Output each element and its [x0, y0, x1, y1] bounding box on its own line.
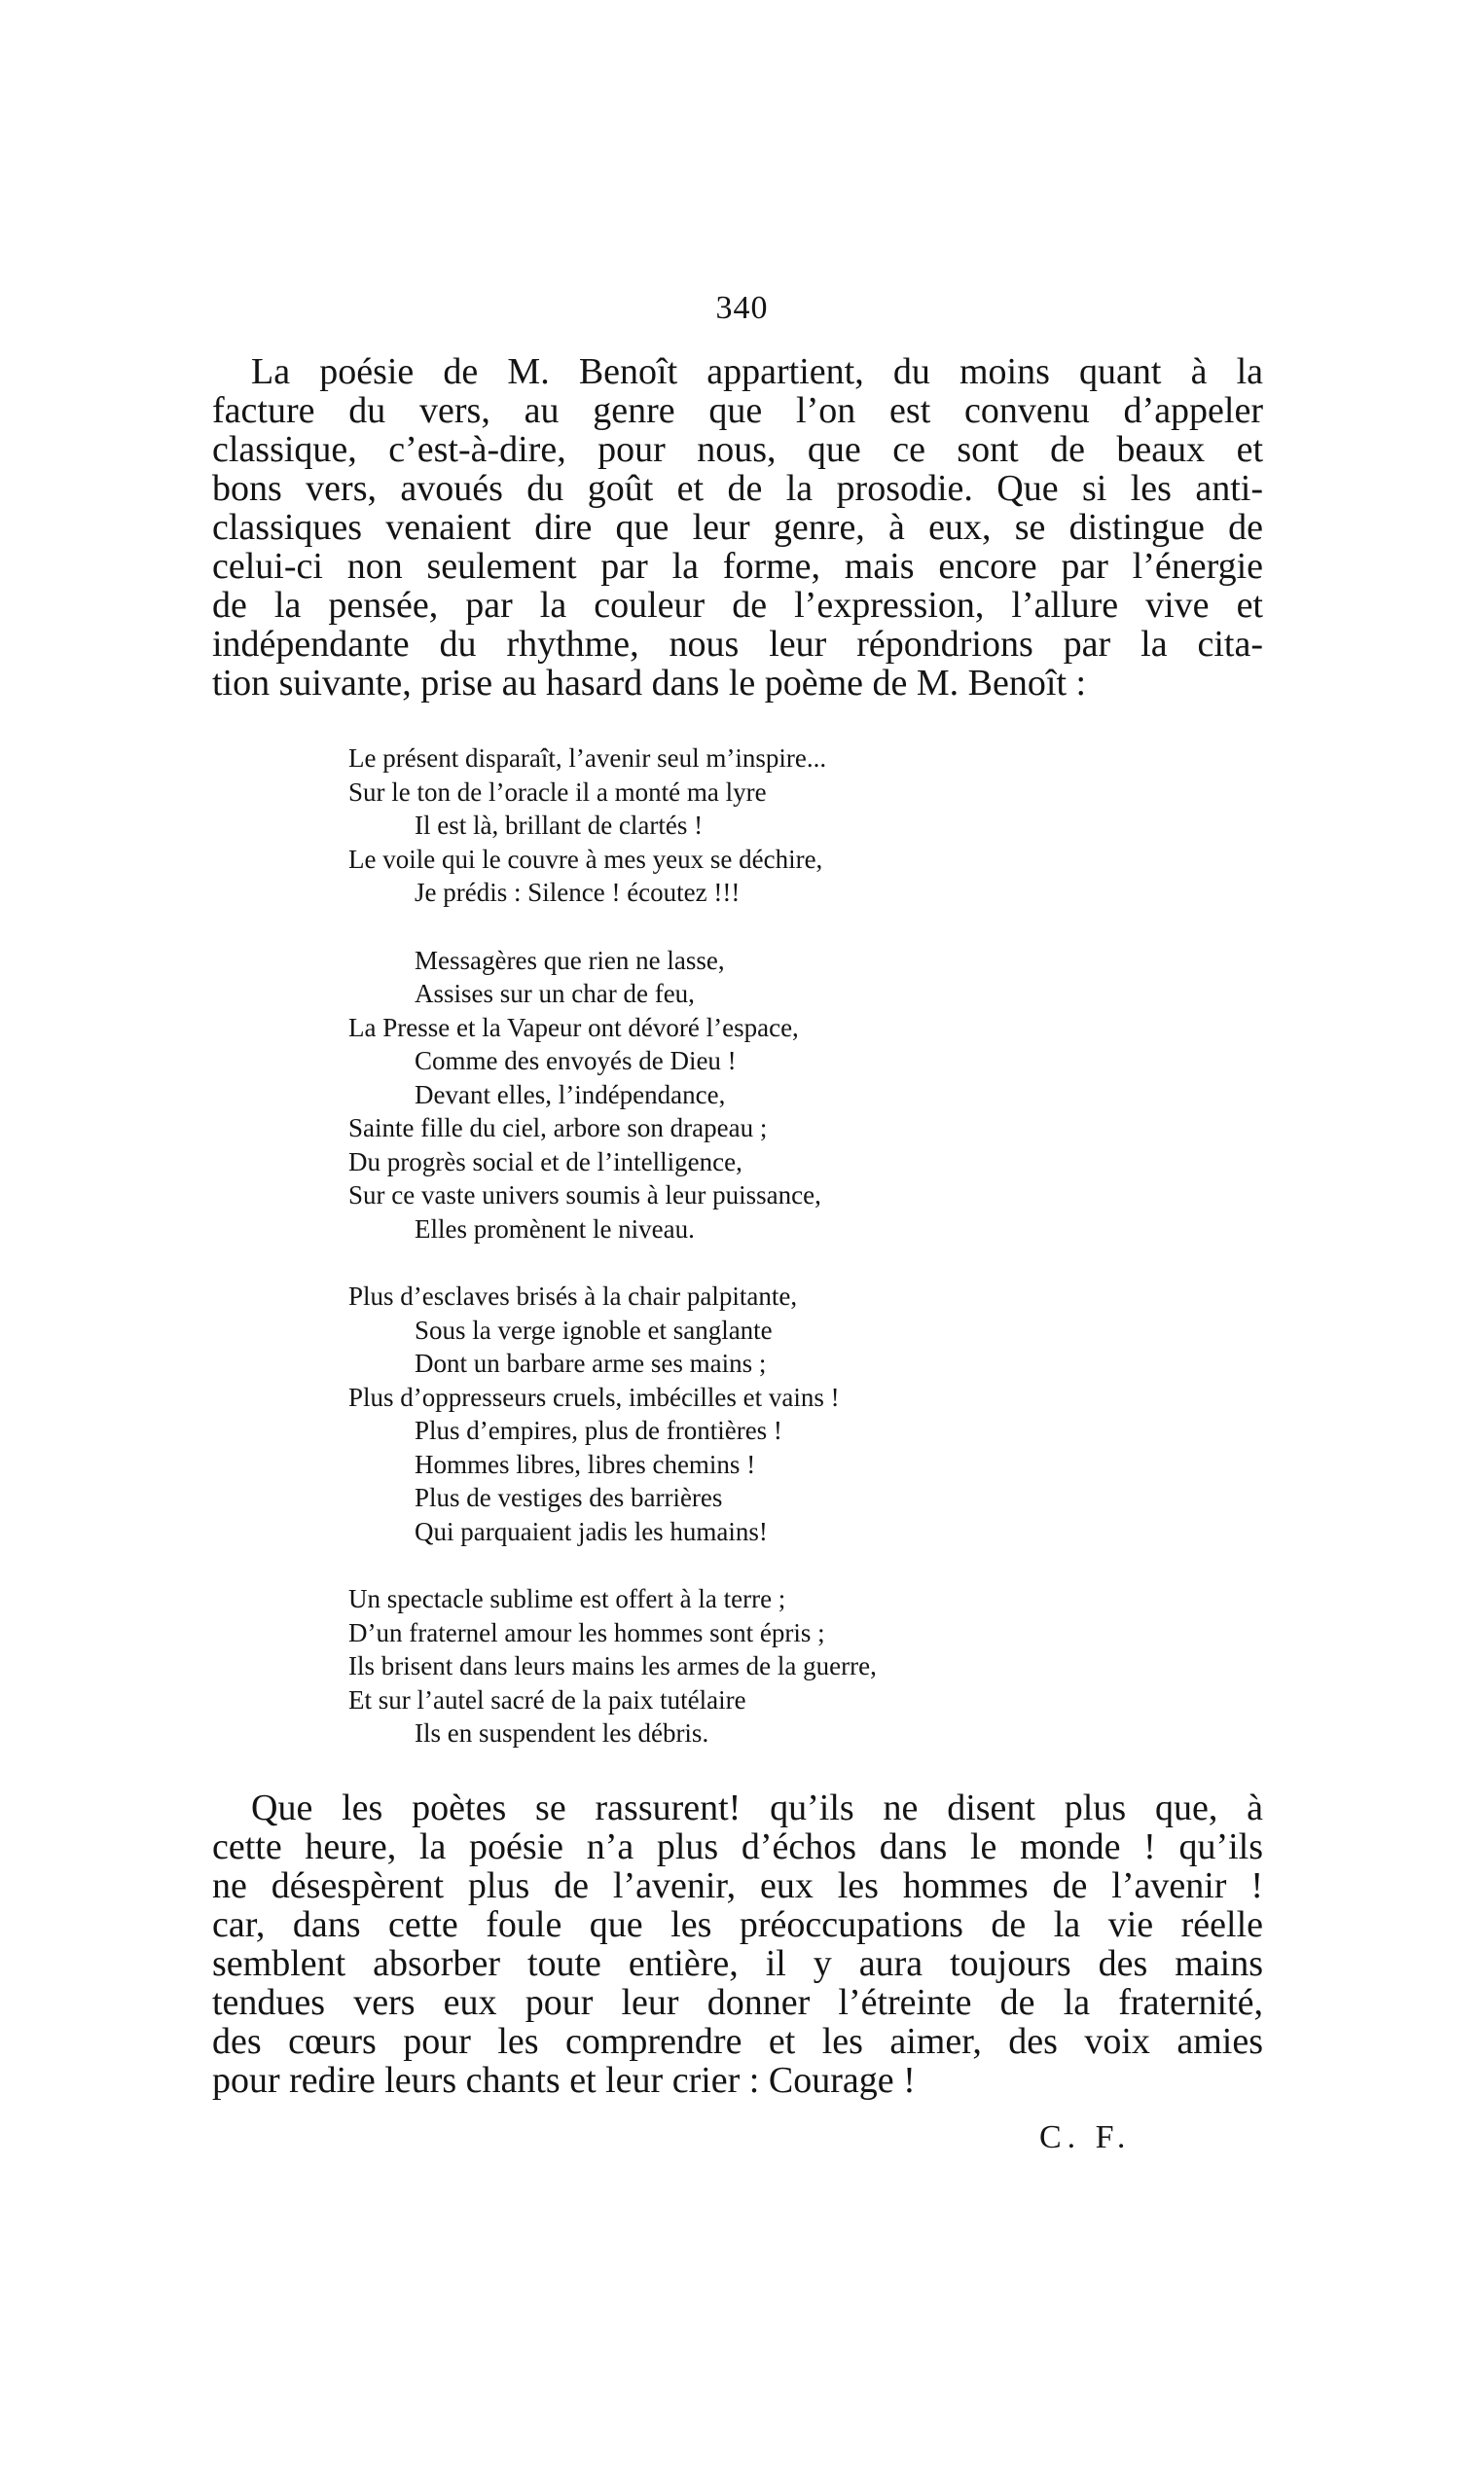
poem-verse: Le présent disparaît, l’avenir seul m’inspire...: [348, 743, 827, 773]
poem-verse: Plus de vestiges des barrières: [415, 1483, 723, 1512]
poem-verse: Assises sur un char de feu,: [415, 979, 695, 1008]
closing-line: pour redire leurs chants et leur crier : Courage !: [212, 2060, 916, 2101]
poem-verse: Messagères que rien ne lasse,: [415, 945, 725, 975]
intro-line: La poésie de M. Benoît appartient, du moins quant à la: [251, 351, 1263, 392]
poem-verse: Plus d’oppresseurs cruels, imbécilles et vains !: [348, 1382, 840, 1412]
closing-line: ne désespèrent plus de l’avenir, eux les hommes de l’avenir !: [212, 1865, 1263, 1906]
closing-paragraph: [212, 1788, 1263, 2100]
poem-verse: Comme des envoyés de Dieu !: [415, 1046, 737, 1075]
poem-verse: Le voile qui le couvre à mes yeux se déchire,: [348, 844, 823, 874]
intro-line: de la pensée, par la couleur de l’expression, l’allure vive et: [212, 585, 1263, 626]
poem-verse: Un spectacle sublime est offert à la terre ;: [348, 1584, 786, 1613]
intro-line: classique, c’est-à-dire, pour nous, que ce sont de beaux et: [212, 429, 1263, 470]
closing-line: Que les poètes se rassurent! qu’ils ne disent plus que, à: [251, 1788, 1263, 1828]
poem-verse: Du progrès social et de l’intelligence,: [348, 1146, 742, 1176]
poem-verse: Dont un barbare arme ses mains ;: [415, 1349, 767, 1378]
poem-verse: Qui parquaient jadis les humains!: [415, 1516, 768, 1546]
poem-verse: Sous la verge ignoble et sanglante: [415, 1315, 773, 1345]
closing-line: tendues vers eux pour leur donner l’étreinte de la fraternité,: [212, 1982, 1263, 2023]
intro-paragraph: [212, 352, 1263, 703]
poem-verse: Plus d’esclaves brisés à la chair palpitante,: [348, 1282, 798, 1311]
intro-line: indépendante du rhythme, nous leur répondrions par la cita-: [212, 624, 1263, 665]
poem-verse: Sainte fille du ciel, arbore son drapeau ;: [348, 1113, 768, 1142]
poem-verse: Devant elles, l’indépendance,: [415, 1079, 726, 1109]
poem-verse: Elles promènent le niveau.: [415, 1213, 695, 1244]
poem-stanza-4: [348, 1582, 877, 1751]
poem-verse: Plus d’empires, plus de frontières !: [415, 1416, 782, 1445]
poem-stanza-1: [348, 741, 877, 910]
author-signature: C. F.: [1039, 2119, 1132, 2155]
poem-verse: Et sur l’autel sacré de la paix tutélaire: [348, 1684, 746, 1715]
poem-stanza-3: [348, 1280, 877, 1548]
closing-line: cette heure, la poésie n’a plus d’échos dans le monde ! qu’ils: [212, 1826, 1263, 1867]
page-number: 340: [715, 290, 769, 326]
intro-line: facture du vers, au genre que l’on est convenu d’appeler: [212, 390, 1263, 431]
intro-line: celui-ci non seulement par la forme, mais encore par l’énergie: [212, 546, 1263, 587]
poem-verse: Il est là, brillant de clartés !: [415, 811, 704, 840]
poem-verse: La Presse et la Vapeur ont dévoré l’espace,: [348, 1012, 799, 1042]
intro-line: bons vers, avoués du goût et de la prosodie. Que si les anti-: [212, 468, 1263, 509]
closing-line: des cœurs pour les comprendre et les aimer, des voix amies: [212, 2021, 1263, 2062]
intro-line: tion suivante, prise au hasard dans le poème de M. Benoît :: [212, 663, 1087, 704]
intro-line: classiques venaient dire que leur genre, à eux, se distingue de: [212, 507, 1263, 548]
poem-stanza-2: [348, 944, 877, 1246]
poem-verse: Sur ce vaste univers soumis à leur puissance,: [348, 1180, 821, 1210]
closing-line: semblent absorber toute entière, il y aura toujours des mains: [212, 1943, 1263, 1984]
poem-verse: D’un fraternel amour les hommes sont épris ;: [348, 1617, 825, 1647]
poem-verse: Je prédis : Silence ! écoutez !!!: [415, 878, 741, 907]
poem-verse: Ils brisent dans leurs mains les armes de la guerre,: [348, 1651, 877, 1680]
poem-verse: Ils en suspendent les débris.: [415, 1718, 709, 1748]
closing-line: car, dans cette foule que les préoccupations de la vie réelle: [212, 1904, 1263, 1945]
poem-verse: Sur le ton de l’oracle il a monté ma lyre: [348, 776, 767, 807]
poem-verse: Hommes libres, libres chemins !: [415, 1449, 756, 1479]
poem-quotation: [348, 741, 877, 1785]
